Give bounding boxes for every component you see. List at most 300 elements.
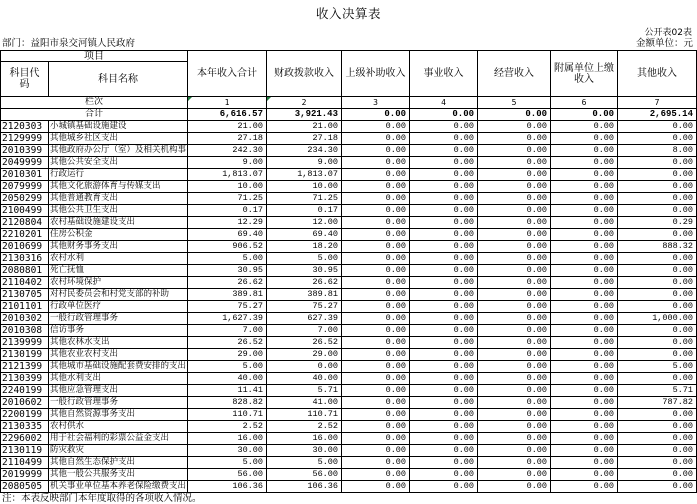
affiliate-remittance-income-cell: 0.00 [551,133,618,145]
header-other-income: 其他收入 [618,50,697,97]
total-income-cell: 0.17 [188,205,267,217]
superior-subsidy-income-cell: 0.00 [342,313,410,325]
subject-code-cell: 2296002 [0,433,49,445]
operating-income-cell: 0.00 [478,133,551,145]
error-indicator-icon [267,97,271,101]
affiliate-remittance-income-cell: 0.00 [551,469,618,481]
business-income-cell: 0.00 [410,193,478,205]
affiliate-remittance-income-cell: 0.00 [551,433,618,445]
subject-name-cell: 其他政府办公厅（室）及相关机构事 [50,145,187,155]
total-income-cell: 10.00 [188,181,267,193]
fiscal-allocation-income-cell: 69.40 [267,229,342,241]
subject-code-cell: 2200199 [0,409,49,421]
table-row [0,253,697,265]
superior-subsidy-income-cell: 0.00 [342,373,410,385]
affiliate-remittance-income-cell: 0.00 [551,445,618,457]
table-row [0,325,697,337]
business-income-cell: 0.00 [410,361,478,373]
other-income-cell: 0.00 [618,253,697,265]
operating-income-cell: 0.00 [478,205,551,217]
table-header [0,50,697,97]
superior-subsidy-income-cell: 0.00 [342,253,410,265]
subject-code-cell: 2010308 [0,325,49,337]
subject-code-cell: 2130705 [0,289,49,301]
business-income-cell: 0.00 [410,397,478,409]
business-income-cell: 0.00 [410,385,478,397]
column-number-value: 1 [224,98,230,107]
subject-name-cell: 对村民委员会和村党支部的补助 [49,289,188,301]
business-income-cell: 0.00 [410,433,478,445]
business-income-cell: 0.00 [410,217,478,229]
footnote: 注：本表反映部门本年度取得的各项收入情况。 [2,493,202,504]
other-income-cell: 0.00 [618,469,697,481]
fiscal-allocation-income-cell: 30.00 [267,445,342,457]
business-income-cell: 0.00 [410,409,478,421]
subject-code-cell: 2010301 [0,169,49,181]
other-income-cell: 0.00 [618,193,697,205]
superior-subsidy-income-cell: 0.00 [342,445,410,457]
subject-code-cell: 2130316 [0,253,49,265]
subject-code-cell: 2079999 [0,181,49,193]
other-income-cell: 0.00 [618,349,697,361]
operating-income-cell: 0.00 [478,253,551,265]
header-fiscal-allocation-income: 财政拨款收入 [267,50,342,97]
operating-income-cell: 0.00 [478,301,551,313]
subject-code-cell: 2110402 [0,277,49,289]
other-income-cell: 0.00 [618,337,697,349]
total-income-cell: 242.30 [188,145,267,157]
other-income-cell: 0.00 [618,409,697,421]
total-income-cell: 5.00 [188,457,267,469]
affiliate-remittance-income-cell: 0.00 [551,181,618,193]
header-item: 项目 [0,50,188,62]
affiliate-remittance-income-cell: 0.00 [551,373,618,385]
table-row [0,313,697,325]
affiliate-remittance-income-total-cell: 0.00 [551,109,618,121]
subject-name-cell: 农村供水 [49,421,188,433]
other-income-total-cell: 2,695.14 [618,109,697,121]
other-income-cell: 0.00 [618,325,697,337]
subject-name-cell: 其他公共安全支出 [49,157,188,169]
business-income-cell: 0.00 [410,337,478,349]
column-number-cell: 3 [342,97,410,109]
superior-subsidy-income-cell: 0.00 [342,349,410,361]
fiscal-allocation-income-cell: 9.00 [267,157,342,169]
operating-income-cell: 0.00 [478,313,551,325]
business-income-cell: 0.00 [410,145,478,157]
total-income-cell: 75.27 [188,301,267,313]
superior-subsidy-income-cell: 0.00 [342,397,410,409]
superior-subsidy-income-cell: 0.00 [342,205,410,217]
subject-code-cell: 2010602 [0,397,49,409]
total-income-total-cell: 6,616.57 [188,109,267,121]
column-number-label: 栏次 [0,97,188,109]
affiliate-remittance-income-cell: 0.00 [551,253,618,265]
total-income-cell: 12.29 [188,217,267,229]
affiliate-remittance-income-cell: 0.00 [551,325,618,337]
other-income-cell: 8.00 [618,145,697,157]
superior-subsidy-income-cell: 0.00 [342,421,410,433]
fiscal-allocation-income-cell: 7.00 [267,325,342,337]
other-income-cell: 0.00 [618,121,697,133]
table-row [0,193,697,205]
total-income-cell: 110.71 [188,409,267,421]
business-income-cell: 0.00 [410,157,478,169]
superior-subsidy-income-cell: 0.00 [342,289,410,301]
table-number: 公开表02表 [644,28,692,38]
operating-income-cell: 0.00 [478,481,551,493]
fiscal-allocation-income-cell: 27.18 [267,133,342,145]
subject-name-cell: 小城镇基础设施建设 [49,121,188,133]
business-income-cell: 0.00 [410,253,478,265]
business-income-cell: 0.00 [410,313,478,325]
table-row [0,145,697,157]
fiscal-allocation-income-cell: 0.17 [267,205,342,217]
superior-subsidy-income-cell: 0.00 [342,193,410,205]
other-income-cell: 787.82 [618,397,697,409]
subject-name-cell: 一般行政管理事务 [49,397,188,409]
total-income-cell: 40.00 [188,373,267,385]
fiscal-allocation-income-cell: 110.71 [267,409,342,421]
other-income-cell: 0.00 [618,157,697,169]
operating-income-cell: 0.00 [478,193,551,205]
header-subject-code-label: 科目代码 [9,68,40,90]
subject-name-cell: 农村环境保护 [49,277,188,289]
department-label: 部门：益阳市泉交河镇人民政府 [2,38,136,49]
fiscal-allocation-income-cell: 71.25 [267,193,342,205]
other-income-cell: 0.00 [618,301,697,313]
business-income-cell: 0.00 [410,241,478,253]
operating-income-cell: 0.00 [478,229,551,241]
table-row [0,205,697,217]
subject-name-cell: 农村水利 [49,253,188,265]
business-income-total-cell: 0.00 [410,109,478,121]
subject-code-cell: 2129999 [0,133,49,145]
total-income-cell: 26.52 [188,337,267,349]
total-row [0,109,697,121]
fiscal-allocation-income-cell: 389.81 [267,289,342,301]
total-income-cell: 21.00 [188,121,267,133]
subject-code-cell: 2010399 [0,145,49,157]
table-row [0,289,697,301]
subject-code-cell: 2130399 [0,373,49,385]
operating-income-cell: 0.00 [478,265,551,277]
other-income-cell: 1,000.00 [618,313,697,325]
subject-code-cell: 2120804 [0,217,49,229]
header-business-income: 事业收入 [410,50,478,97]
superior-subsidy-income-cell: 0.00 [342,457,410,469]
business-income-cell: 0.00 [410,289,478,301]
fiscal-allocation-income-cell: 26.62 [267,277,342,289]
header-total-income: 本年收入合计 [188,50,267,97]
superior-subsidy-income-cell: 0.00 [342,145,410,157]
subject-name-cell: 用于社会福利的彩票公益金支出 [49,433,188,445]
business-income-cell: 0.00 [410,169,478,181]
affiliate-remittance-income-cell: 0.00 [551,349,618,361]
subject-name-cell: 其他城乡社区支出 [49,133,188,145]
operating-income-cell: 0.00 [478,457,551,469]
total-label: 合计 [0,109,188,121]
header-operating-income: 经营收入 [478,50,551,97]
other-income-cell: 0.00 [618,229,697,241]
header-affiliate-remittance-income: 附属单位上缴收入 [551,50,618,97]
operating-income-cell: 0.00 [478,241,551,253]
table-row [0,241,697,253]
operating-income-cell: 0.00 [478,337,551,349]
subject-name-cell: 信访事务 [49,325,188,337]
other-income-cell: 0.00 [618,373,697,385]
other-income-cell: 888.32 [618,241,697,253]
operating-income-cell: 0.00 [478,349,551,361]
fiscal-allocation-income-cell: 5.00 [267,253,342,265]
total-income-cell: 1,627.39 [188,313,267,325]
business-income-cell: 0.00 [410,373,478,385]
affiliate-remittance-income-cell: 0.00 [551,157,618,169]
business-income-cell: 0.00 [410,265,478,277]
fiscal-allocation-income-cell: 18.20 [267,241,342,253]
fiscal-allocation-income-cell: 106.36 [267,481,342,493]
table-row [0,337,697,349]
superior-subsidy-income-cell: 0.00 [342,277,410,289]
table-row [0,409,697,421]
subject-name-cell: 其他农林水支出 [49,337,188,349]
subject-name-cell: 其他自然资源事务支出 [49,409,188,421]
affiliate-remittance-income-cell: 0.00 [551,241,618,253]
superior-subsidy-income-cell: 0.00 [342,217,410,229]
superior-subsidy-income-cell: 0.00 [342,241,410,253]
other-income-cell: 0.00 [618,205,697,217]
subject-name-cell: 其他文化旅游体育与传媒支出 [49,181,188,193]
superior-subsidy-income-cell: 0.00 [342,433,410,445]
total-income-cell: 30.00 [188,445,267,457]
subject-name-cell: 其他农业农村支出 [49,349,188,361]
operating-income-cell: 0.00 [478,181,551,193]
table-row [0,277,697,289]
header-subject-name: 科目名称 [49,62,188,97]
header-superior-subsidy-income: 上级补助收入 [342,50,410,97]
total-income-cell: 2.52 [188,421,267,433]
subject-name-cell: 其他自然生态保护支出 [49,457,188,469]
fiscal-allocation-income-cell: 29.00 [267,349,342,361]
superior-subsidy-income-cell: 0.00 [342,169,410,181]
business-income-cell: 0.00 [410,301,478,313]
operating-income-cell: 0.00 [478,421,551,433]
fiscal-allocation-income-cell: 75.27 [267,301,342,313]
other-income-cell: 0.00 [618,433,697,445]
total-income-cell: 69.40 [188,229,267,241]
subject-code-cell: 2100499 [0,205,49,217]
column-number-cell: 7 [618,97,697,109]
superior-subsidy-income-cell: 0.00 [342,133,410,145]
fiscal-allocation-income-cell: 627.39 [267,313,342,325]
affiliate-remittance-income-cell: 0.00 [551,145,618,157]
operating-income-cell: 0.00 [478,445,551,457]
table-row [0,217,697,229]
operating-income-cell: 0.00 [478,289,551,301]
affiliate-remittance-income-cell: 0.00 [551,385,618,397]
superior-subsidy-income-cell: 0.00 [342,301,410,313]
table-row [0,181,697,193]
operating-income-cell: 0.00 [478,169,551,181]
superior-subsidy-income-cell: 0.00 [342,337,410,349]
business-income-cell: 0.00 [410,181,478,193]
business-income-cell: 0.00 [410,277,478,289]
table-row [0,433,697,445]
column-number-cell: 5 [478,97,551,109]
business-income-cell: 0.00 [410,229,478,241]
subject-name-cell: 其他水利支出 [49,373,188,385]
fiscal-allocation-income-cell: 5.71 [267,385,342,397]
superior-subsidy-income-cell: 0.00 [342,481,410,493]
affiliate-remittance-income-cell: 0.00 [551,457,618,469]
affiliate-remittance-income-cell: 0.00 [551,205,618,217]
total-income-cell: 106.36 [188,481,267,493]
subject-code-cell: 2050299 [0,193,49,205]
other-income-cell: 0.00 [618,289,697,301]
fiscal-allocation-income-cell: 0.00 [267,361,342,373]
total-income-cell: 29.00 [188,349,267,361]
affiliate-remittance-income-cell: 0.00 [551,229,618,241]
operating-income-total-cell: 0.00 [478,109,551,121]
subject-name-cell: 其他一般公共服务支出 [49,469,188,481]
other-income-cell: 0.00 [618,445,697,457]
column-number-cell: 6 [551,97,618,109]
affiliate-remittance-income-cell: 0.00 [551,361,618,373]
subject-name-cell: 死亡抚恤 [49,265,188,277]
table-row [0,361,697,373]
column-number-cell: 4 [410,97,478,109]
affiliate-remittance-income-cell: 0.00 [551,481,618,493]
operating-income-cell: 0.00 [478,325,551,337]
table-row [0,157,697,169]
subject-name-cell: 防灾救灾 [49,445,188,457]
affiliate-remittance-income-cell: 0.00 [551,265,618,277]
superior-subsidy-income-cell: 0.00 [342,409,410,421]
business-income-cell: 0.00 [410,349,478,361]
table-row [0,169,697,181]
superior-subsidy-income-cell: 0.00 [342,385,410,397]
operating-income-cell: 0.00 [478,121,551,133]
superior-subsidy-income-cell: 0.00 [342,157,410,169]
table-row [0,457,697,469]
column-number-cell [267,97,342,109]
subject-code-cell: 2240199 [0,385,49,397]
business-income-cell: 0.00 [410,133,478,145]
business-income-cell: 0.00 [410,205,478,217]
subject-code-cell: 2210201 [0,229,49,241]
subject-name-cell: 住房公积金 [49,229,188,241]
total-income-cell: 7.00 [188,325,267,337]
fiscal-allocation-income-cell: 41.00 [267,397,342,409]
other-income-cell: 0.00 [618,421,697,433]
superior-subsidy-income-cell: 0.00 [342,229,410,241]
operating-income-cell: 0.00 [478,409,551,421]
column-number-cell [188,97,267,109]
superior-subsidy-income-cell: 0.00 [342,265,410,277]
column-number-row [0,97,697,109]
affiliate-remittance-income-cell: 0.00 [551,121,618,133]
subject-code-cell: 2130199 [0,349,49,361]
subject-name-cell: 行政运行 [49,169,188,181]
total-income-cell: 828.82 [188,397,267,409]
amount-unit-label: 金额单位：元 [635,38,693,49]
fiscal-allocation-income-cell: 26.52 [267,337,342,349]
subject-code-cell: 2049999 [0,157,49,169]
fiscal-allocation-income-cell: 5.00 [267,457,342,469]
operating-income-cell: 0.00 [478,217,551,229]
other-income-cell: 5.00 [618,361,697,373]
total-income-cell: 27.18 [188,133,267,145]
affiliate-remittance-income-cell: 0.00 [551,217,618,229]
subject-code-cell: 2130335 [0,421,49,433]
affiliate-remittance-income-cell: 0.00 [551,409,618,421]
affiliate-remittance-income-cell: 0.00 [551,301,618,313]
total-income-cell: 71.25 [188,193,267,205]
table-row [0,265,697,277]
operating-income-cell: 0.00 [478,277,551,289]
total-income-cell: 16.00 [188,433,267,445]
subject-name-cell: 一般行政管理事务 [49,313,188,325]
superior-subsidy-income-cell: 0.00 [342,325,410,337]
total-income-cell: 11.41 [188,385,267,397]
table-row [0,421,697,433]
other-income-cell: 0.00 [618,277,697,289]
operating-income-cell: 0.00 [478,433,551,445]
operating-income-cell: 0.00 [478,157,551,169]
business-income-cell: 0.00 [410,481,478,493]
table-row [0,349,697,361]
table-row [0,133,697,145]
subject-code-cell: 2139999 [0,337,49,349]
superior-subsidy-income-cell: 0.00 [342,469,410,481]
subject-name-cell: 行政单位医疗 [49,301,188,313]
other-income-cell: 0.00 [618,181,697,193]
total-income-cell: 9.00 [188,157,267,169]
total-income-cell: 26.62 [188,277,267,289]
affiliate-remittance-income-cell: 0.00 [551,337,618,349]
fiscal-allocation-income-cell: 16.00 [267,433,342,445]
superior-subsidy-income-cell: 0.00 [342,361,410,373]
operating-income-cell: 0.00 [478,361,551,373]
table-row [0,301,697,313]
business-income-cell: 0.00 [410,325,478,337]
operating-income-cell: 0.00 [478,469,551,481]
subject-name-cell: 其他财务事务支出 [49,241,188,253]
affiliate-remittance-income-cell: 0.00 [551,277,618,289]
subject-code-cell: 2019999 [0,469,49,481]
other-income-cell: 0.00 [618,133,697,145]
other-income-cell: 0.00 [618,265,697,277]
subject-name-cell: 其他普通教育支出 [49,193,188,205]
table-row [0,121,697,133]
report-title: 收入决算表 [315,6,381,21]
fiscal-allocation-income-cell: 21.00 [267,121,342,133]
subject-code-cell: 2130119 [0,445,49,457]
header-subject-code [0,62,49,97]
fiscal-allocation-income-cell: 2.52 [267,421,342,433]
fiscal-allocation-income-cell: 1,813.07 [267,169,342,181]
subject-code-cell: 2101101 [0,301,49,313]
fiscal-allocation-income-cell: 30.95 [267,265,342,277]
other-income-cell: 5.71 [618,385,697,397]
table-row [0,481,697,493]
subject-code-cell: 2120303 [0,121,49,133]
affiliate-remittance-income-cell: 0.00 [551,289,618,301]
affiliate-remittance-income-cell: 0.00 [551,421,618,433]
business-income-cell: 0.00 [410,121,478,133]
superior-subsidy-income-cell: 0.00 [342,121,410,133]
error-indicator-icon [188,97,192,101]
